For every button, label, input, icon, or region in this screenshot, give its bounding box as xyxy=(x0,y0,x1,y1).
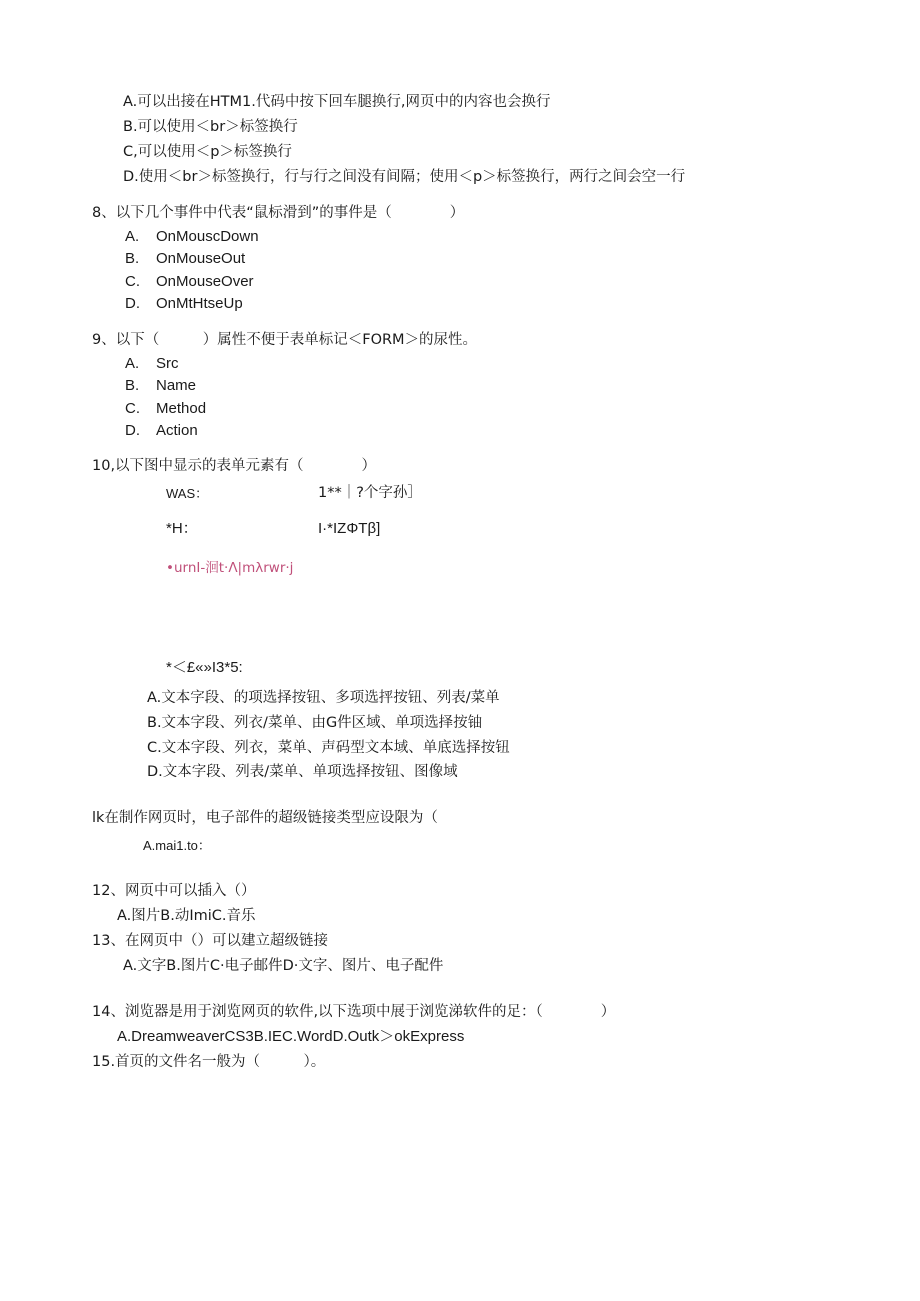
q9-option-b-letter: B. xyxy=(125,377,140,394)
q14-options: A.DreamweaverCS3B.IEC.WordD.Outk＞okExpress xyxy=(117,1028,465,1045)
q10-figure-row4: *＜£«»I3*5: xyxy=(166,659,243,676)
q8-option-c-text: OnMouseOver xyxy=(156,273,254,290)
q12-options: A.图片B.动ImiC.音乐 xyxy=(117,908,256,924)
q10-figure-row2-label: *H： xyxy=(166,520,198,537)
q9-option-a-text: Src xyxy=(156,355,179,372)
q9-option-b-text: Name xyxy=(156,377,197,394)
q9-option-c-text: Method xyxy=(156,400,207,417)
q9-option-d-text: Action xyxy=(156,422,198,439)
q10-figure-row1-label: WAS： xyxy=(166,486,209,501)
q9-option-a-letter: A. xyxy=(125,355,140,372)
q8-option-b-letter: B. xyxy=(125,250,140,267)
q13-options: A.文字B.图片C·电子邮件D·文字、图片、电子配件 xyxy=(123,958,444,974)
q9-question: 9、以下（ ）属性不便于表单标记＜FORM＞的尿性。 xyxy=(92,332,478,348)
q12-question: 12、网页中可以插入（） xyxy=(92,883,256,899)
q8-question: 8、以下几个事件中代表“鼠标滑到”的事件是（ ） xyxy=(92,205,465,221)
q10-figure-row1-value: 1**｜?个字孙］ xyxy=(318,485,422,501)
q11-question: lk在制作网页时，电子部件的超级链接类型应设限为（ xyxy=(92,810,438,826)
q10-option-c: C.文本字段、列衣，菜单、声码型文本域、单底选择按钮 xyxy=(147,740,510,756)
q10-option-d: D.文本字段、列表/菜单、单项选择按钮、图像域 xyxy=(147,764,458,780)
q10-question: 10,以下图中显示的表单元素有（ ） xyxy=(92,458,377,474)
q7-option-b: B.可以使用＜br＞标签换行 xyxy=(123,119,298,135)
q10-option-a: A.文本字段、的项选择按钮、多项选抨按钮、列表/菜单 xyxy=(147,690,500,706)
q8-option-a-text: OnMouscDown xyxy=(156,228,259,245)
q8-option-d-letter: D. xyxy=(125,295,140,312)
q8-option-b-text: OnMouseOut xyxy=(156,250,246,267)
q9-option-c-letter: C. xyxy=(125,400,140,417)
q10-figure-row2-value: I·*IZΦTβ] xyxy=(318,520,381,537)
q7-option-d: D.使用＜br＞标签换行，行与行之间没有间隔；使用＜p＞标签换行，两行之间会空一行 xyxy=(123,169,686,185)
q11-option: A.mai1.to： xyxy=(143,838,211,853)
q13-question: 13、在网页中（）可以建立超级链接 xyxy=(92,933,328,949)
q8-option-c-letter: C. xyxy=(125,273,140,290)
q14-question: 14、浏览器是用于浏览网页的软件,以下选项中展于浏览涕软件的足：（ ） xyxy=(92,1004,616,1020)
q8-option-d-text: OnMtHtseUp xyxy=(156,295,243,312)
q15-question: 15.首页的文件名一般为（ ）。 xyxy=(92,1054,326,1070)
q9-option-d-letter: D. xyxy=(125,422,140,439)
q7-option-a: A.可以出接在HTM1.代码中按下回车腿换行,网页中的内容也会换行 xyxy=(123,94,551,110)
q10-figure-row3: •urnI-洄t·Λ|mλrwr·j xyxy=(166,560,294,576)
q8-option-a-letter: A. xyxy=(125,228,140,245)
q10-option-b: B.文本字段、列衣/菜单、由G件区域、单项选择按铀 xyxy=(147,715,483,731)
q7-option-c: C,可以使用＜p＞标签换行 xyxy=(123,144,292,160)
